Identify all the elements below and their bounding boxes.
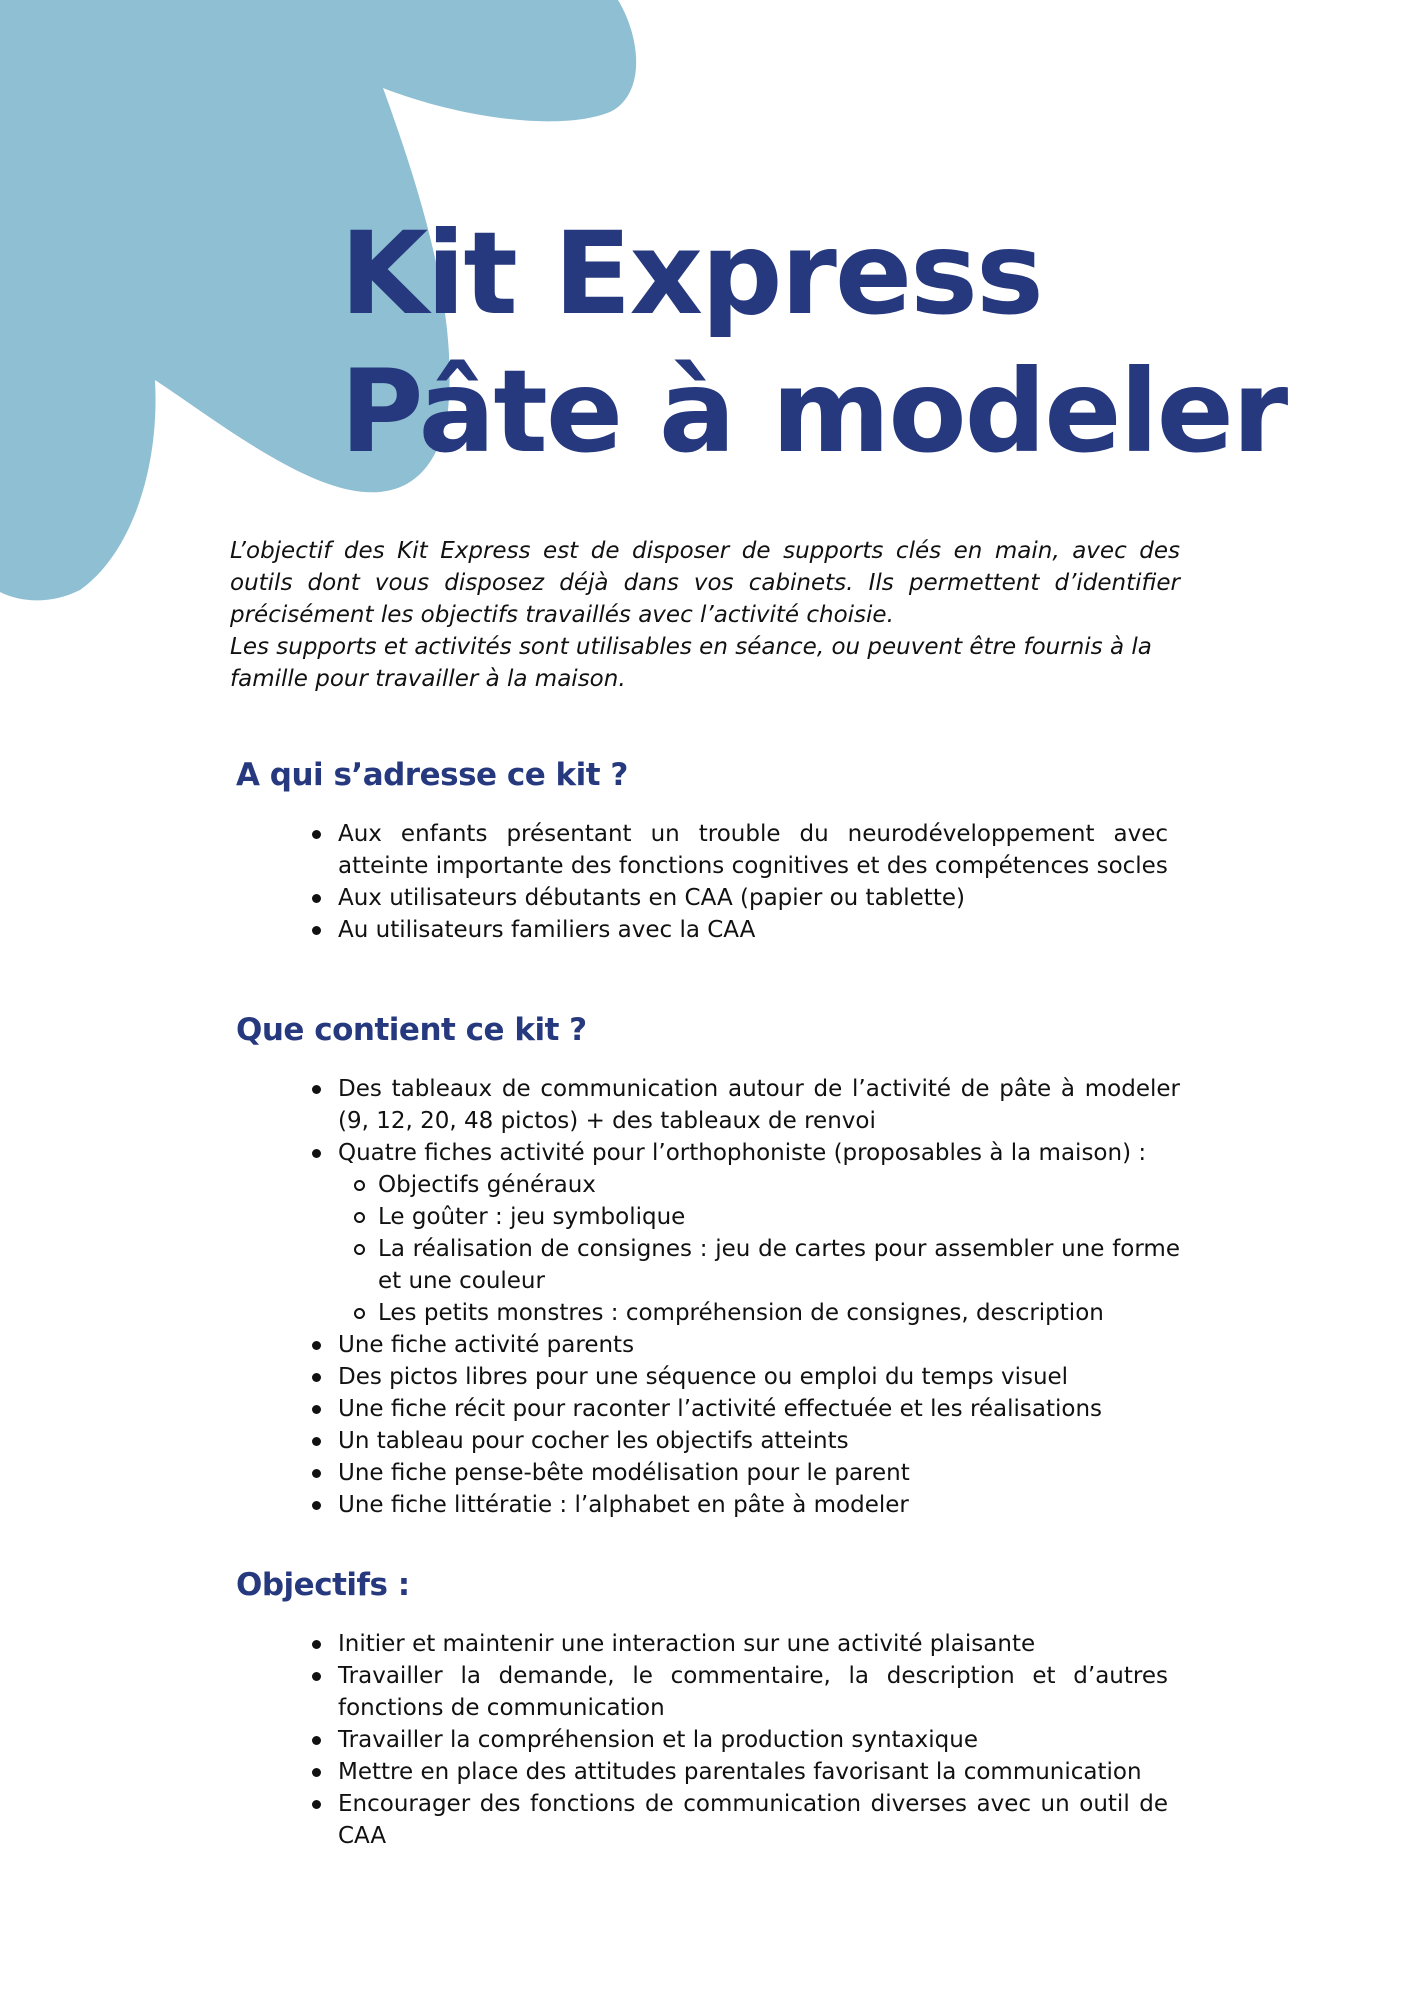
list-item: Une fiche pense-bête modélisation pour le parent [338, 1457, 1180, 1489]
sub-list-item: Les petits monstres : compréhension de consignes, description [378, 1297, 1180, 1329]
page-title [340, 205, 1286, 481]
sub-list [338, 1169, 1180, 1329]
list-item: Au utilisateurs familiers avec la CAA [338, 914, 1168, 946]
sub-list-item: La réalisation de consignes : jeu de cartes pour assembler une forme et une couleur [378, 1233, 1180, 1297]
list-item: Travailler la compréhension et la production syntaxique [338, 1724, 1168, 1756]
title-line-1: Kit Express [340, 207, 1042, 340]
objectives-heading: Objectifs : [236, 1567, 410, 1603]
audience-heading: A qui s’adresse ce kit ? [236, 757, 628, 793]
intro-text [230, 535, 1180, 695]
list-item: Encourager des fonctions de communication diverses avec un outil de CAA [338, 1788, 1168, 1852]
objectives-list [338, 1628, 1168, 1852]
list-item: Aux enfants présentant un trouble du neurodéveloppement avec atteinte importante des fonctions cognitives et des compétences socles [338, 818, 1168, 882]
intro-paragraph-1: L’objectif des Kit Express est de disposer de supports clés en main, avec des outils dont vous disposez déjà dans vos cabinets. Ils permettent d’identifier précisément les objectifs travaillés avec l’activité choisie. [230, 538, 1180, 628]
list-item: Une fiche littératie : l’alphabet en pâte à modeler [338, 1489, 1180, 1521]
contents-list [338, 1073, 1180, 1521]
intro-paragraph-2: Les supports et activités sont utilisables en séance, ou peuvent être fournis à la famille pour travailler à la maison. [230, 634, 1152, 692]
audience-list [338, 818, 1168, 946]
list-item: Des tableaux de communication autour de l’activité de pâte à modeler (9, 12, 20, 48 pictos) + des tableaux de renvoi [338, 1073, 1180, 1137]
list-item: Mettre en place des attitudes parentales favorisant la communication [338, 1756, 1168, 1788]
list-item: Des pictos libres pour une séquence ou emploi du temps visuel [338, 1361, 1180, 1393]
list-item: Travailler la demande, le commentaire, la description et d’autres fonctions de communication [338, 1660, 1168, 1724]
list-item: Aux utilisateurs débutants en CAA (papier ou tablette) [338, 882, 1168, 914]
list-item: Initier et maintenir une interaction sur une activité plaisante [338, 1628, 1168, 1660]
sub-list-item: Objectifs généraux [378, 1169, 1180, 1201]
title-line-2: Pâte à modeler [340, 345, 1287, 478]
contents-heading: Que contient ce kit ? [236, 1012, 587, 1048]
list-item: Une fiche activité parents [338, 1329, 1180, 1361]
list-item: Un tableau pour cocher les objectifs atteints [338, 1425, 1180, 1457]
list-item [338, 1137, 1180, 1329]
list-item: Une fiche récit pour raconter l’activité effectuée et les réalisations [338, 1393, 1180, 1425]
list-item-text: Quatre fiches activité pour l’orthophoniste (proposables à la maison) : [338, 1140, 1147, 1166]
sub-list-item: Le goûter : jeu symbolique [378, 1201, 1180, 1233]
